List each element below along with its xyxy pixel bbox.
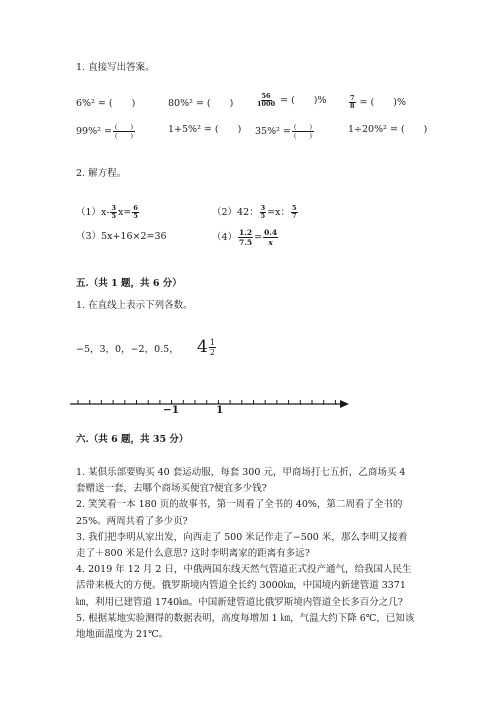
q1-title: 1. 直接写出答案。 [76,62,155,73]
q2-title: 2. 解方程。 [76,168,127,179]
q1-r1-d: $\frac{7}{8}$ = ( )% [350,94,406,110]
q2-eq2: （2）42： $\frac{3}{5}$ =x： $\frac{5}{7}$ [212,204,297,220]
problem-1: 1. 某俱乐部要购买 40 套运动服，每套 300 元，甲商场打七五折，乙商场买 4 套赠送一套，去哪个商场买便宜?便宜多少钱? [76,467,406,495]
section5-question: 1. 在直线上表示下列各数。 [76,300,193,311]
section6-heading: 六.（共 6 题，共 35 分） [76,434,189,445]
section5-heading: 五.（共 1 题，共 6 分） [76,278,182,289]
q2-eq3: （3）5x+16×2=36 [76,231,167,242]
problem-3: 3. 我们把李明从家出发，向西走了 500 米记作走了−500 米，那么李明又接着走了＋800 米是什么意思? 这时李明离家的距离有多远? [76,531,408,560]
fraction: $\frac{6}{5}$ [133,204,138,220]
fraction: $\frac{1.2}{7.5}$ [239,228,253,247]
q1-r2-a: 99%² = $\frac{( )}{( )}$ [76,123,133,140]
q1-r1-a: 6%² = ( ) [76,98,136,109]
q1-r1-c: $\frac{56}{1000}$ = ( )% [257,92,327,108]
q1-r1-b: 80%² = ( ) [168,98,234,109]
problem-4: 4. 2019 年 12 月 2 日，中俄两国东线天然气管道正式投产通气，给我国人民生活带来极大的方便。俄罗斯境内管道全长约 3000㎞，中国境内新建管道 3371㎞，利用已建管道 1740㎞。中国新建管道比俄罗斯境内管道全长多百分之几? [76,564,412,608]
problem-2: 2. 笑笑看一本 180 页的故事书，第一周看了全书的 40%，第二周看了全书的 25%。两周共看了多少页? [76,499,403,527]
problem-5: 5. 根据某地实验测得的数据表明，高度每增加 1 ㎞，气温大约下降 6℃，已知该地地面温度为 21℃。 [76,612,415,641]
fraction: $\frac{5}{7}$ [292,204,297,220]
section5-numbers: −5，3，0，−2，0.5， [76,344,179,355]
q2-eq1: （1）x- $\frac{3}{5}$ x= $\frac{6}{5}$ [76,204,138,220]
q1-r2-c: 35%² = $\frac{( )}{( )}$ [255,123,312,140]
section6-problems [76,465,416,643]
fraction: $\frac{3}{5}$ [111,204,116,220]
fraction: $\frac{( )}{( )}$ [293,123,312,140]
number-line [70,394,360,424]
fraction: $\frac{1}{2}$ [209,337,215,357]
fraction: $\frac{3}{5}$ [260,204,266,220]
q1-r2-d: 1÷20%² = ( ) [348,124,428,135]
fraction: $\frac{7}{8}$ [350,94,355,110]
arrow-right-icon [340,400,349,408]
fraction: $\frac{56}{1000}$ [257,92,276,108]
fraction: $\frac{( )}{( )}$ [114,123,133,140]
tick-label-one: 1 [216,404,224,416]
q2-eq4: （4） $\frac{1.2}{7.5}$ = $\frac{0.4}{x}$ [212,228,278,247]
fraction: $\frac{0.4}{x}$ [264,228,278,247]
q1-r2-b: 1+5%² = ( ) [168,124,242,135]
mixed-number: 4 $\frac{1}{2}$ [197,337,215,357]
number-line-group [70,400,349,408]
tick-label-neg-one: −1 [163,404,180,416]
